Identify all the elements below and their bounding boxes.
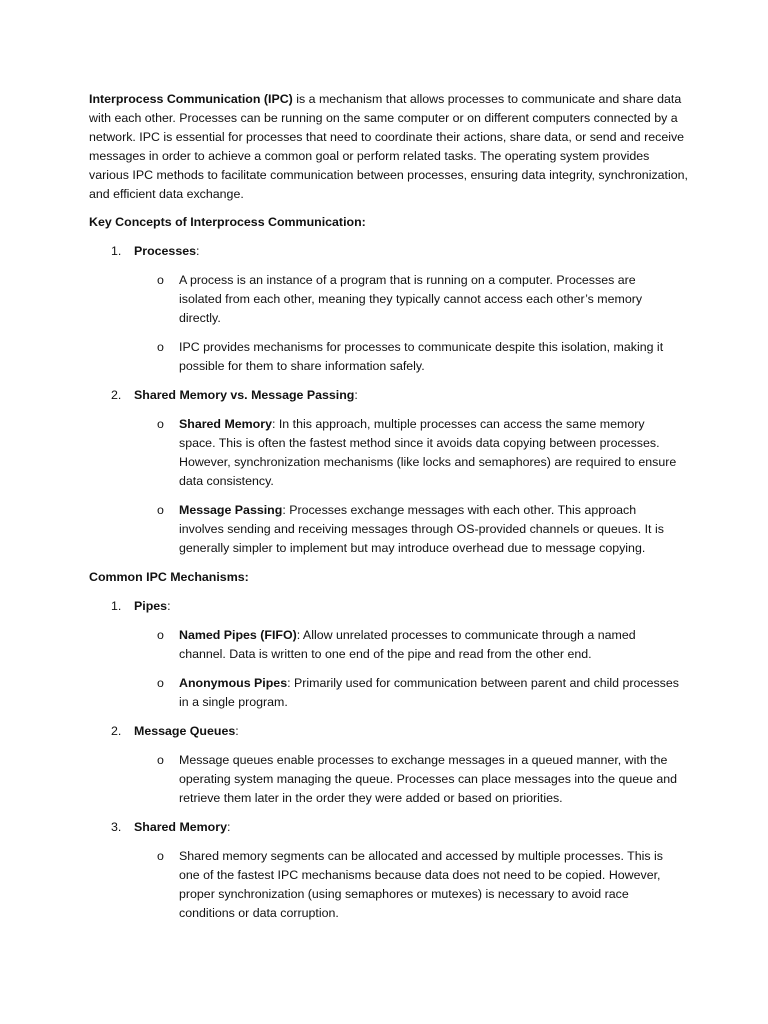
section-heading-key-concepts: Key Concepts of Interprocess Communication: <box>89 215 366 229</box>
sub-list-item <box>134 674 679 712</box>
list-item-title: Shared Memory vs. Message Passing <box>134 388 355 402</box>
list-item-suffix: : <box>167 599 171 613</box>
sub-list <box>134 271 689 376</box>
common-mechanisms-list <box>89 597 689 923</box>
list-item <box>89 722 689 808</box>
list-item-suffix: : <box>354 388 358 402</box>
sub-item-term: Anonymous Pipes <box>179 676 288 690</box>
bullet-marker-icon: o <box>157 273 164 287</box>
key-concepts-list <box>89 242 689 558</box>
list-item <box>89 597 689 712</box>
sub-item-text: A process is an instance of a program that is running on a computer. Processes are isolated from each other, meaning they typically cannot access each other’s memory directly. <box>179 273 643 325</box>
sub-item-term: Message Passing <box>179 503 283 517</box>
sub-list-item <box>134 338 679 376</box>
sub-list <box>134 751 689 808</box>
list-item-title: Processes <box>134 244 197 258</box>
list-number: 2. <box>111 388 122 402</box>
list-item-suffix: : <box>235 724 239 738</box>
bullet-marker-icon: o <box>157 417 164 431</box>
sub-item-text: IPC provides mechanisms for processes to communicate despite this isolation, making it possible for them to share information safely. <box>179 340 664 373</box>
list-item-title: Shared Memory <box>134 820 227 834</box>
bullet-marker-icon: o <box>157 676 164 690</box>
intro-term: Interprocess Communication (IPC) <box>89 92 293 106</box>
sub-item-text: Message queues enable processes to exchange messages in a queued manner, with the operating system managing the queue. Processes can place messages into the queue and retrieve them later in the order they were added or based on priorities. <box>179 753 678 805</box>
bullet-marker-icon: o <box>157 503 164 517</box>
list-item-title: Pipes <box>134 599 168 613</box>
sub-list-item <box>134 626 679 664</box>
list-item <box>89 242 689 376</box>
sub-list <box>134 626 689 712</box>
sub-list-item <box>134 271 679 328</box>
list-item-suffix: : <box>196 244 200 258</box>
sub-item-text: : Primarily used for communication between parent and child processes in a single program. <box>179 676 679 709</box>
list-number: 3. <box>111 820 122 834</box>
sub-item-text: : Allow unrelated processes to communicate through a named channel. Data is written to one end of the pipe and read from the other end. <box>179 628 636 661</box>
bullet-marker-icon: o <box>157 628 164 642</box>
bullet-marker-icon: o <box>157 849 164 863</box>
list-item-suffix: : <box>226 820 231 834</box>
sub-list-item <box>134 847 679 923</box>
bullet-marker-icon: o <box>157 340 164 354</box>
list-number: 1. <box>111 244 122 258</box>
list-item-title: Message Queues <box>134 724 236 738</box>
intro-paragraph <box>89 90 689 204</box>
sub-list <box>134 847 689 923</box>
section-heading-common-mechanisms: Common IPC Mechanisms: <box>89 570 249 584</box>
sub-list-item <box>134 415 679 491</box>
sub-item-term: Shared Memory <box>179 417 272 431</box>
sub-list-item <box>134 751 679 808</box>
list-item <box>89 386 689 558</box>
sub-item-term: Named Pipes (FIFO) <box>179 628 297 642</box>
intro-text: is a mechanism that allows processes to communicate and share data with each other. Processes can be running on the same computer or on different computers connected by a network. IPC is essential for processes that need to coordinate their actions, share data, or send and receive messages in order to achieve a common goal or perform related tasks. The operating system provides various IPC methods to facilitate communication between processes, ensuring data integrity, synchronization, and efficient data exchange. <box>89 92 688 201</box>
sub-list <box>134 415 689 558</box>
sub-item-text: : In this approach, multiple processes can access the same memory space. This is often the fastest method since it avoids data copying between processes. However, synchronization mechanisms (like locks and semaphores) are required to ensure data consistency. <box>179 417 677 488</box>
list-number: 1. <box>111 599 122 613</box>
list-item <box>89 818 689 923</box>
sub-item-text: : Processes exchange messages with each other. This approach involves sending and receiving messages through OS-provided channels or queues. It is generally simpler to implement but may introduce overhead due to message copying. <box>179 503 664 555</box>
sub-list-item <box>134 501 679 558</box>
sub-item-text: Shared memory segments can be allocated and accessed by multiple processes. This is one of the fastest IPC mechanisms because data does not need to be copied. However, proper synchronization (using semaphores or mutexes) is necessary to avoid race conditions or data corruption. <box>179 849 663 920</box>
document-page <box>89 90 689 933</box>
bullet-marker-icon: o <box>157 753 164 767</box>
list-number: 2. <box>111 724 122 738</box>
